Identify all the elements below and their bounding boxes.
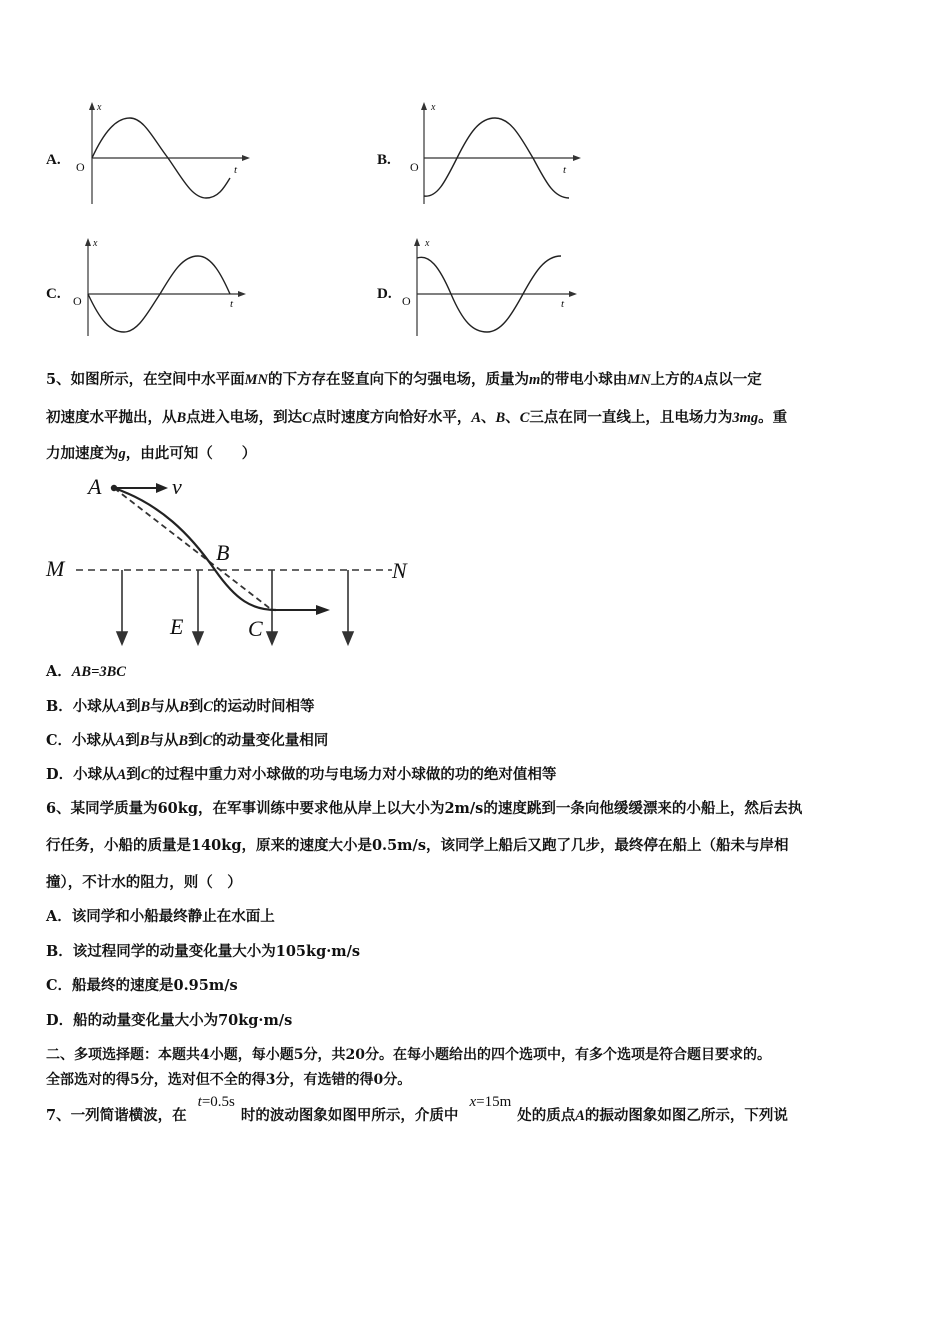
x-equation: x=15m	[469, 1094, 512, 1110]
origin-label: O	[402, 294, 411, 308]
q5-stem-line-2: 初速度水平抛出，从B点进入电场，到达C点时速度方向恰好水平，A、B、C三点在同一直线上，且电场力为3mg。重	[46, 409, 788, 426]
q5-option-c[interactable]: C．小球从A到B与从B到C的动量变化量相同	[46, 732, 329, 749]
option-c-graph-block	[46, 236, 266, 346]
origin-label: O	[410, 160, 419, 174]
sine-graph	[377, 236, 597, 346]
q5-stem-line-1: 5、如图所示，在空间中水平面MN的下方存在竖直向下的匀强电场，质量为m的带电小球由MN上方的A点以一定	[46, 371, 762, 388]
q5-option-a[interactable]: A．AB=3BC	[46, 663, 126, 680]
q5-option-b[interactable]: B．小球从A到B与从B到C的运动时间相等	[46, 698, 315, 715]
e-field-label: E	[170, 614, 184, 639]
t-equation: t=0.5s	[197, 1094, 235, 1110]
q5-option-d[interactable]: D．小球从A到C的过程中重力对小球做的功与电场力对小球做的功的绝对值相等	[46, 766, 557, 783]
velocity-label: v	[172, 474, 182, 499]
q6-option-c[interactable]: C．船最终的速度是0.95m/s	[46, 977, 238, 994]
m-label: M	[46, 556, 65, 581]
q5-field-diagram	[40, 474, 420, 650]
x-axis-label: x	[93, 238, 98, 249]
point-b-label: B	[216, 540, 230, 565]
q6-stem-line-1: 6、某同学质量为60kg，在军事训练中要求他从岸上以大小为2m/s的速度跳到一条向他缓缓漂来的小船上，然后去执	[46, 800, 803, 817]
q6-option-b[interactable]: B．该过程同学的动量变化量大小为105kg·m/s	[46, 943, 361, 960]
q6-option-d[interactable]: D．船的动量变化量大小为70kg·m/s	[46, 1012, 293, 1029]
abc-straight-line	[114, 488, 272, 610]
q7-stem-line-1: 7、一列简谐横波，在 t=0.5s时的波动图象如图甲所示，介质中 x=15m处的质点A的振动图象如图乙所示，下列说	[46, 1094, 788, 1124]
t-axis-label: t	[230, 298, 234, 310]
section2-heading-line-2: 全部选对的得5分，选对但不全的得3分，有选错的得0分。	[46, 1072, 412, 1088]
origin-label: O	[76, 160, 85, 174]
option-label: D.	[377, 286, 392, 302]
q5-stem-line-3: 力加速度为g，由此可知（ ）	[46, 445, 257, 462]
section2-heading-line-1: 二、多项选择题：本题共4小题，每小题5分，共20分。在每小题给出的四个选项中，有多个选项是符合题目要求的。	[46, 1047, 771, 1063]
sine-graph	[46, 100, 266, 210]
t-axis-label: t	[561, 298, 565, 310]
origin-label: O	[73, 294, 82, 308]
t-axis-label: t	[234, 164, 238, 176]
option-label: A.	[46, 152, 61, 168]
x-axis-label: x	[97, 102, 102, 113]
point-c-label: C	[248, 616, 263, 641]
sine-graph	[377, 100, 597, 210]
q6-stem-line-2: 行任务，小船的质量是140kg，原来的速度大小是0.5m/s，该同学上船后又跑了几步，最终停在船上（船未与岸相	[46, 837, 789, 854]
q6-option-a[interactable]: A．该同学和小船最终静止在水面上	[46, 908, 275, 925]
option-b-graph-block	[377, 100, 597, 210]
option-label: C.	[46, 286, 61, 302]
point-a-label: A	[88, 474, 102, 499]
x-axis-label: x	[431, 102, 436, 113]
option-label: B.	[377, 152, 391, 168]
sine-graph	[46, 236, 266, 346]
option-a-graph-block	[46, 100, 266, 210]
n-label: N	[392, 558, 407, 583]
q6-stem-line-3: 撞），不计水的阻力，则（ ）	[46, 874, 242, 891]
x-axis-label: x	[425, 238, 430, 249]
option-d-graph-block	[377, 236, 597, 346]
t-axis-label: t	[563, 164, 567, 176]
